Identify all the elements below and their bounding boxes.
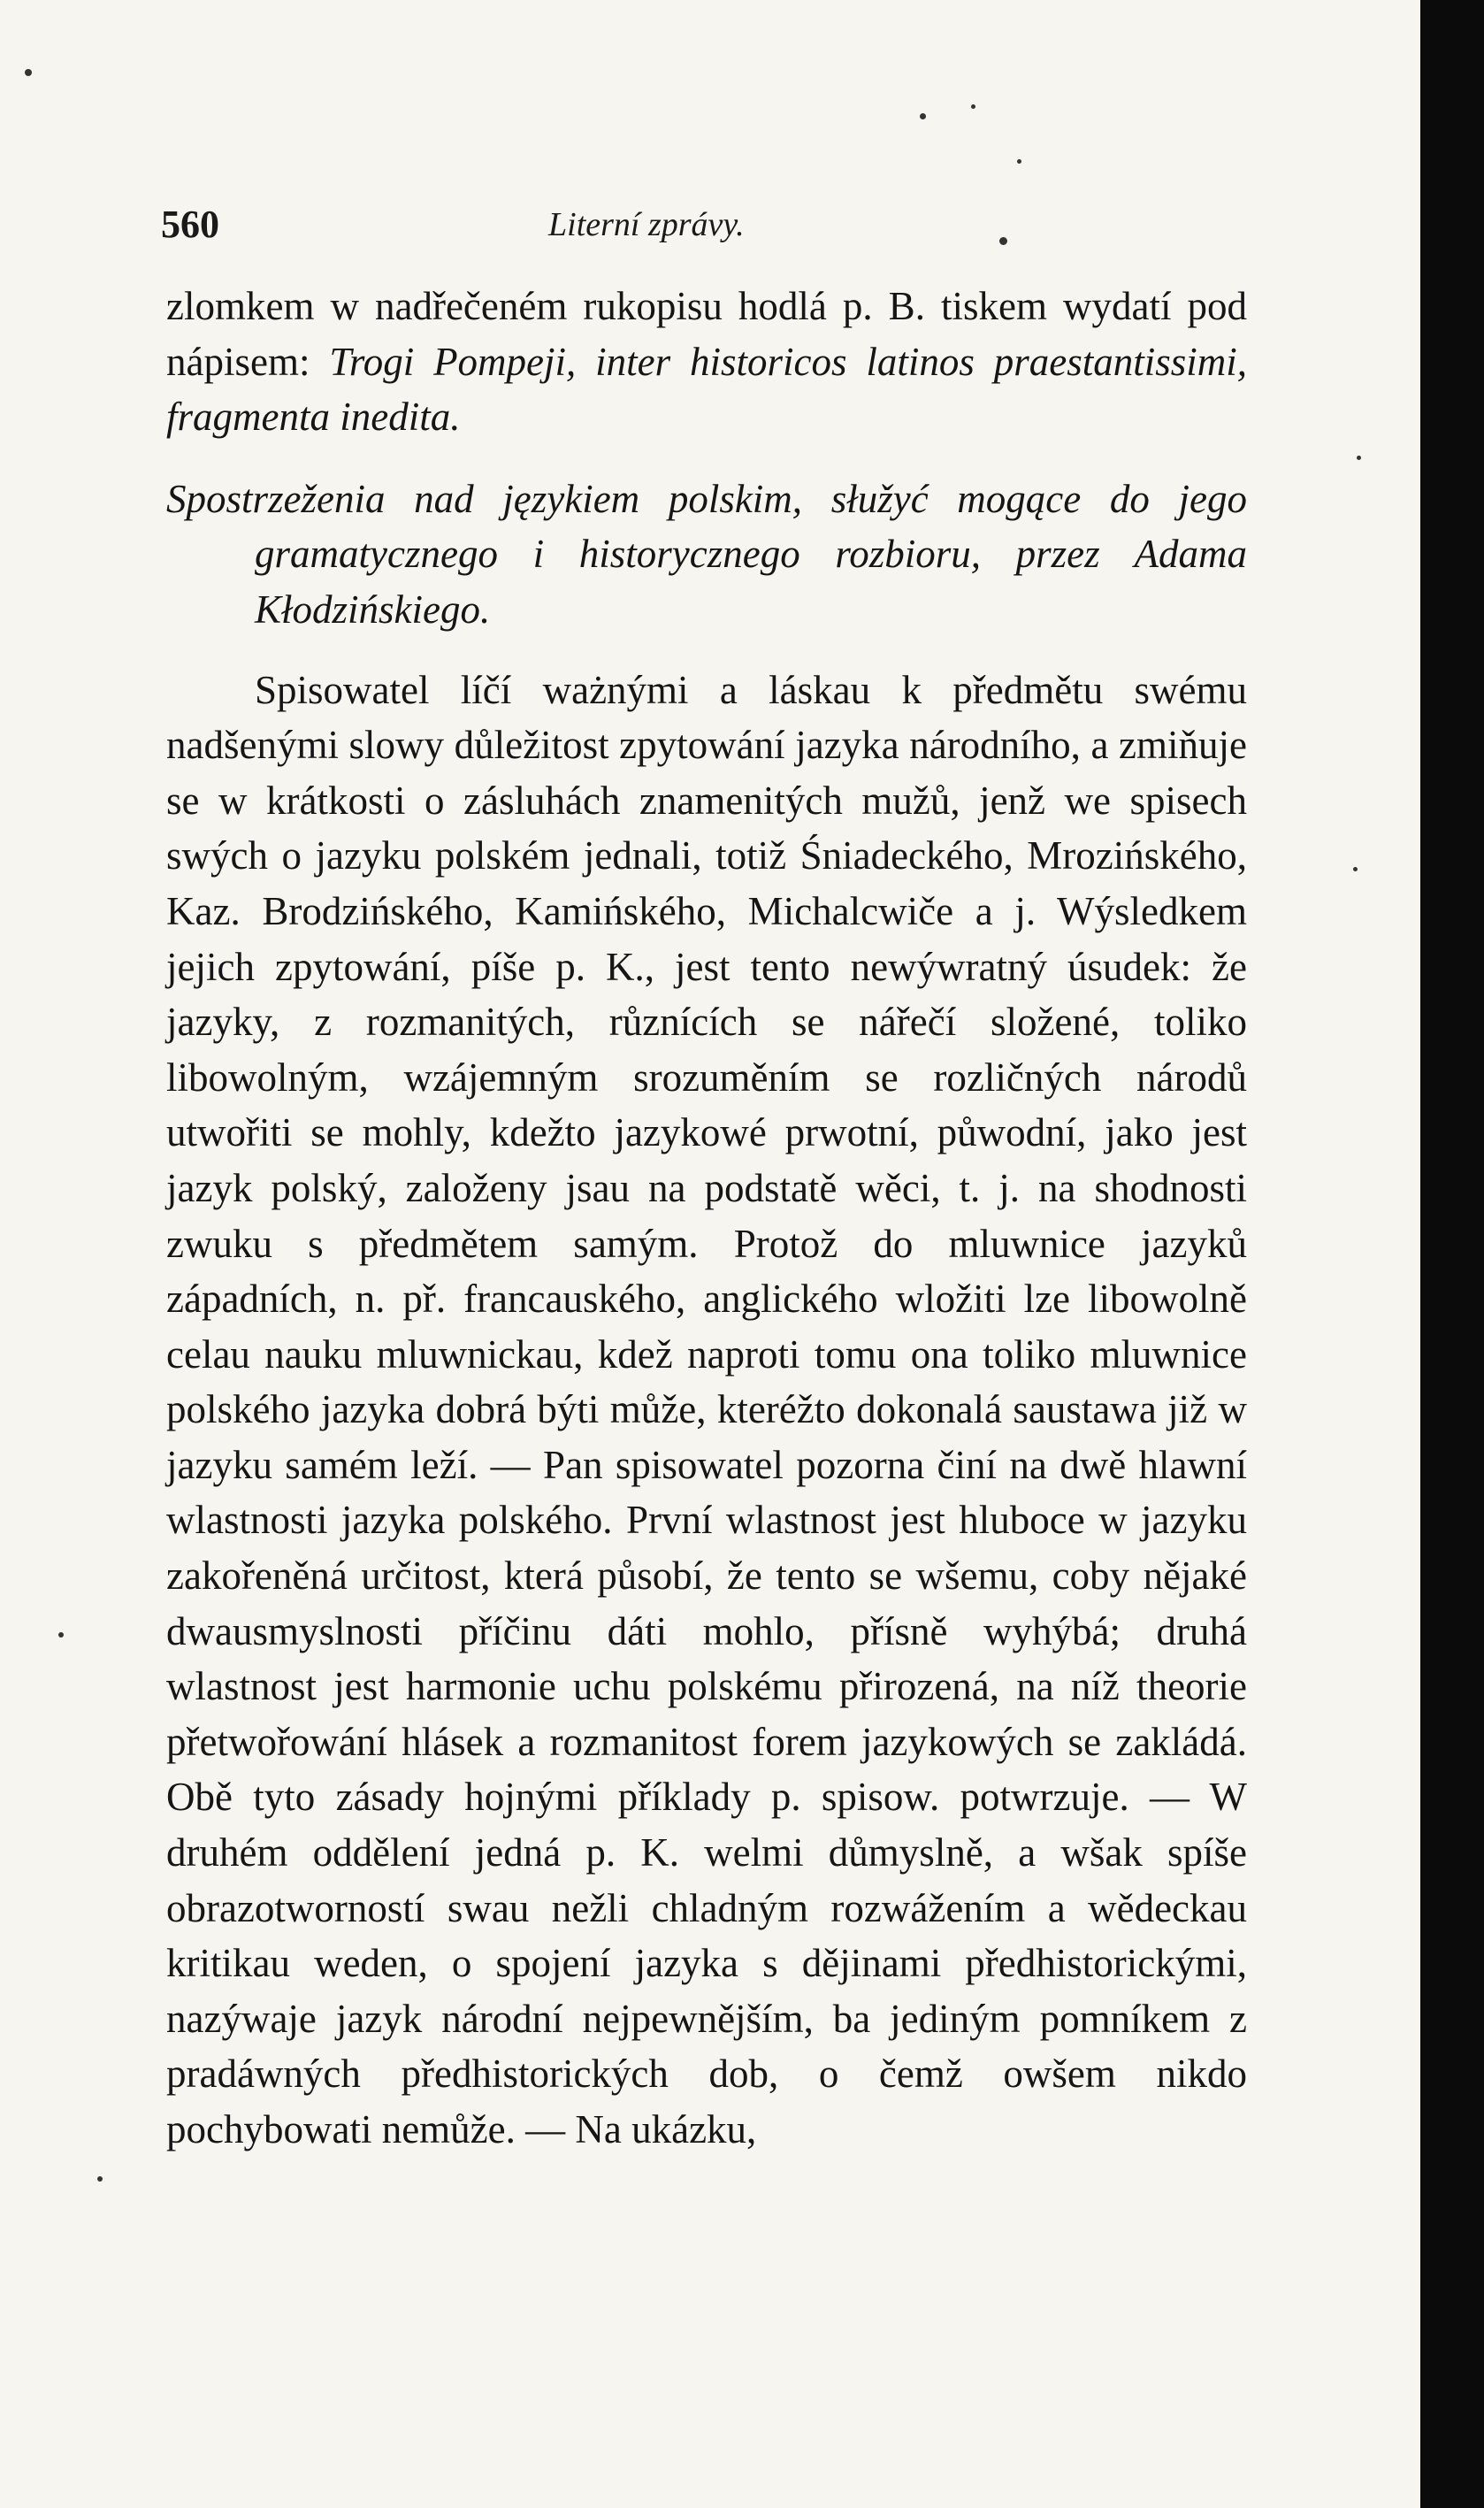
page-number: 560 bbox=[161, 203, 219, 246]
bibliography-entry: Spostrzeženia nad językiem polskim, słužyć mogące do jego gramatycznego i historycznego rozbioru, przez Adama Kłodzińskiego. bbox=[166, 476, 1247, 632]
dust-speck bbox=[1353, 867, 1358, 871]
page-header bbox=[161, 202, 1010, 255]
intro-text: zlomkem w nadřečeném rukopisu hodlá p. B. tiskem wydatí pod nápisem: bbox=[166, 284, 1247, 384]
dust-speck bbox=[971, 104, 975, 109]
dust-speck bbox=[920, 113, 926, 119]
intro-paragraph bbox=[166, 279, 1247, 445]
dust-speck bbox=[1357, 456, 1361, 460]
dust-speck bbox=[1017, 159, 1021, 164]
page-text bbox=[166, 279, 1247, 2158]
running-title: Literní zprávy. bbox=[548, 206, 745, 243]
dust-speck bbox=[97, 2176, 103, 2182]
intro-italic-title: Trogi Pompeji, inter historicos latinos praestantissimi, fragmenta inedita. bbox=[166, 339, 1247, 440]
body-paragraph: Spisowatel líčí ważnými a láskau k předmětu swému nadšenými slowy důležitost zpytowání jazyka národního, a zmiňuje se w krátkosti o zásluhách znamenitých mužů, jenž we spisech swých o jazyku polském jednali, totiž Śniadeckého, Mrozińského, Kaz. Brodzińského, Kamińského, Michalcwiče a j. Wýsledkem jejich zpytowání, píše p. K., jest tento newýwratný úsudek: že jazyky, z rozmanitých, různících se nářečí složené, toliko libowolným, wzájemným srozuměním se rozličných národů utwořiti se mohly, kdežto jazykowé prwotní, půwodní, jako jest jazyk polský, založeny jsau na podstatě wěci, t. j. na shodnosti zwuku s předmětem samým. Protož do mluwnice jazyků západních, n. př. francauského, anglického wložiti lze libowolně celau nauku mluwnickau, kdež naproti tomu ona toliko mluwnice polského jazyka dobrá býti může, kteréžto dokonalá saustawa již w jazyku samém leží. — Pan spisowatel pozorna činí na dwě hlawní wlastnosti jazyka polského. První wlastnost jest hluboce w jazyku zakořeněná určitost, která působí, že tento se wšemu, coby nějaké dwausmyslnosti příčinu dáti mohlo, přísně wyhýbá; druhá wlastnost jest harmonie uchu polskému přirozená, na níž theorie přetwořowání hlásek a rozmanitost forem jazykowých se zakládá. Obě tyto zásady hojnými příklady p. spisow. potwrzuje. — W druhém oddělení jedná p. K. welmi důmyslně, a wšak spíše obrazotworností swau nežli chladným rozwážením a wědeckau kritikau weden, o spojení jazyka s dějinami předhistorickými, nazýwaje jazyk národní nejpewnějším, ba jediným pomníkem z pradáwných předhistorických dob, o čemž owšem nikdo pochybowati nemůže. — Na ukázku, bbox=[166, 667, 1247, 2151]
dust-speck bbox=[999, 237, 1007, 245]
dust-speck bbox=[25, 69, 32, 76]
scan-border bbox=[1420, 0, 1484, 2508]
dust-speck bbox=[58, 1632, 64, 1637]
